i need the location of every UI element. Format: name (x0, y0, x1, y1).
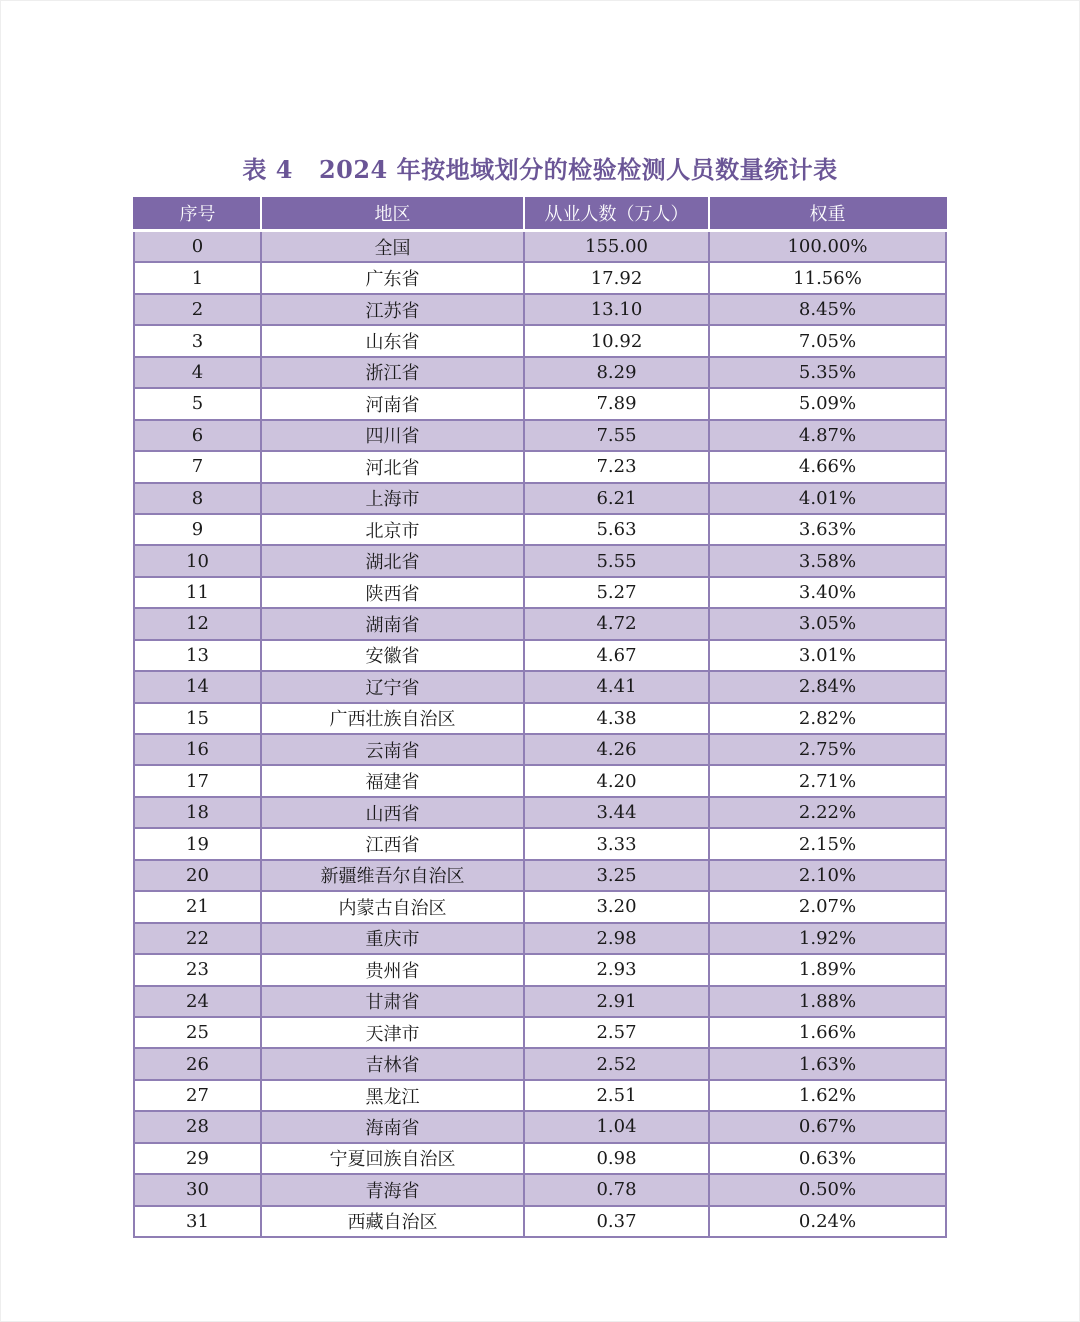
cell-employees: 3.44 (524, 797, 709, 828)
cell-employees: 4.67 (524, 640, 709, 671)
table-row (134, 923, 946, 954)
cell-region: 安徽省 (261, 640, 524, 671)
cell-weight: 2.84% (709, 671, 946, 702)
cell-employees: 2.93 (524, 954, 709, 985)
cell-weight: 7.05% (709, 325, 946, 356)
cell-region: 浙江省 (261, 357, 524, 388)
cell-employees: 2.52 (524, 1048, 709, 1079)
table-row (134, 483, 946, 514)
cell-weight: 3.40% (709, 577, 946, 608)
table-row (134, 514, 946, 545)
cell-region: 湖南省 (261, 608, 524, 639)
cell-index: 4 (134, 357, 261, 388)
cell-employees: 1.04 (524, 1111, 709, 1142)
cell-employees: 5.55 (524, 545, 709, 576)
cell-employees: 3.33 (524, 828, 709, 859)
table-row (134, 640, 946, 671)
cell-employees: 0.78 (524, 1174, 709, 1205)
cell-region: 宁夏回族自治区 (261, 1143, 524, 1174)
cell-index: 16 (134, 734, 261, 765)
cell-employees: 2.51 (524, 1080, 709, 1111)
cell-weight: 1.62% (709, 1080, 946, 1111)
table-row (134, 294, 946, 325)
cell-weight: 0.24% (709, 1206, 946, 1237)
cell-region: 北京市 (261, 514, 524, 545)
cell-index: 7 (134, 451, 261, 482)
cell-region: 福建省 (261, 765, 524, 796)
table-row (134, 765, 946, 796)
cell-region: 河北省 (261, 451, 524, 482)
cell-weight: 1.63% (709, 1048, 946, 1079)
cell-index: 28 (134, 1111, 261, 1142)
table-body (134, 231, 946, 1238)
cell-index: 17 (134, 765, 261, 796)
cell-index: 1 (134, 262, 261, 293)
header-employees: 从业人数（万人） (524, 197, 709, 231)
cell-weight: 3.63% (709, 514, 946, 545)
cell-index: 12 (134, 608, 261, 639)
cell-weight: 2.82% (709, 703, 946, 734)
table-row (134, 1017, 946, 1048)
table-row (134, 1048, 946, 1079)
table-row (134, 451, 946, 482)
table-row (134, 671, 946, 702)
cell-index: 11 (134, 577, 261, 608)
cell-weight: 3.01% (709, 640, 946, 671)
table-row (134, 577, 946, 608)
cell-employees: 0.98 (524, 1143, 709, 1174)
cell-employees: 2.57 (524, 1017, 709, 1048)
cell-index: 14 (134, 671, 261, 702)
cell-index: 8 (134, 483, 261, 514)
cell-employees: 8.29 (524, 357, 709, 388)
cell-employees: 3.25 (524, 860, 709, 891)
cell-employees: 13.10 (524, 294, 709, 325)
table-row (134, 1080, 946, 1111)
cell-weight: 11.56% (709, 262, 946, 293)
table-row (134, 828, 946, 859)
table-row (134, 608, 946, 639)
cell-region: 河南省 (261, 388, 524, 419)
cell-index: 10 (134, 545, 261, 576)
personnel-statistics-table (133, 197, 947, 1238)
cell-employees: 7.89 (524, 388, 709, 419)
cell-region: 贵州省 (261, 954, 524, 985)
cell-employees: 2.98 (524, 923, 709, 954)
cell-weight: 2.22% (709, 797, 946, 828)
cell-employees: 4.26 (524, 734, 709, 765)
cell-weight: 4.66% (709, 451, 946, 482)
table-number: 表 4 (242, 155, 293, 184)
cell-weight: 1.89% (709, 954, 946, 985)
cell-weight: 2.15% (709, 828, 946, 859)
cell-index: 22 (134, 923, 261, 954)
cell-index: 24 (134, 986, 261, 1017)
cell-region: 内蒙古自治区 (261, 891, 524, 922)
cell-employees: 4.41 (524, 671, 709, 702)
cell-region: 江苏省 (261, 294, 524, 325)
table-row (134, 954, 946, 985)
cell-region: 天津市 (261, 1017, 524, 1048)
cell-weight: 4.01% (709, 483, 946, 514)
cell-region: 江西省 (261, 828, 524, 859)
cell-index: 20 (134, 860, 261, 891)
table-row (134, 734, 946, 765)
cell-weight: 0.63% (709, 1143, 946, 1174)
cell-region: 黑龙江 (261, 1080, 524, 1111)
cell-employees: 2.91 (524, 986, 709, 1017)
table-row (134, 703, 946, 734)
cell-region: 山西省 (261, 797, 524, 828)
cell-region: 广西壮族自治区 (261, 703, 524, 734)
cell-employees: 7.23 (524, 451, 709, 482)
table-row (134, 1111, 946, 1142)
table-row (134, 1174, 946, 1205)
table-row (134, 545, 946, 576)
cell-region: 广东省 (261, 262, 524, 293)
cell-index: 9 (134, 514, 261, 545)
cell-weight: 1.88% (709, 986, 946, 1017)
table-row (134, 1206, 946, 1237)
cell-region: 湖北省 (261, 545, 524, 576)
table-row (134, 262, 946, 293)
cell-employees: 17.92 (524, 262, 709, 293)
cell-weight: 3.58% (709, 545, 946, 576)
cell-index: 31 (134, 1206, 261, 1237)
cell-weight: 5.35% (709, 357, 946, 388)
table-row (134, 986, 946, 1017)
cell-index: 15 (134, 703, 261, 734)
cell-employees: 4.72 (524, 608, 709, 639)
cell-employees: 7.55 (524, 420, 709, 451)
cell-region: 新疆维吾尔自治区 (261, 860, 524, 891)
cell-weight: 5.09% (709, 388, 946, 419)
cell-index: 5 (134, 388, 261, 419)
cell-weight: 2.75% (709, 734, 946, 765)
cell-weight: 0.67% (709, 1111, 946, 1142)
cell-employees: 3.20 (524, 891, 709, 922)
table-row (134, 860, 946, 891)
cell-index: 6 (134, 420, 261, 451)
cell-weight: 3.05% (709, 608, 946, 639)
header-index: 序号 (134, 197, 261, 231)
cell-employees: 6.21 (524, 483, 709, 514)
cell-index: 18 (134, 797, 261, 828)
cell-index: 21 (134, 891, 261, 922)
cell-employees: 10.92 (524, 325, 709, 356)
cell-employees: 4.38 (524, 703, 709, 734)
table-row (134, 325, 946, 356)
cell-region: 四川省 (261, 420, 524, 451)
cell-employees: 5.63 (524, 514, 709, 545)
cell-index: 30 (134, 1174, 261, 1205)
cell-index: 3 (134, 325, 261, 356)
cell-weight: 2.07% (709, 891, 946, 922)
cell-region: 青海省 (261, 1174, 524, 1205)
cell-weight: 1.92% (709, 923, 946, 954)
cell-index: 23 (134, 954, 261, 985)
table-row (134, 420, 946, 451)
cell-weight: 0.50% (709, 1174, 946, 1205)
table-row (134, 231, 946, 263)
cell-weight: 4.87% (709, 420, 946, 451)
cell-weight: 8.45% (709, 294, 946, 325)
cell-employees: 155.00 (524, 231, 709, 263)
cell-weight: 2.71% (709, 765, 946, 796)
cell-region: 云南省 (261, 734, 524, 765)
cell-index: 0 (134, 231, 261, 263)
cell-index: 27 (134, 1080, 261, 1111)
cell-index: 19 (134, 828, 261, 859)
cell-weight: 100.00% (709, 231, 946, 263)
header-region: 地区 (261, 197, 524, 231)
cell-region: 西藏自治区 (261, 1206, 524, 1237)
cell-index: 2 (134, 294, 261, 325)
cell-employees: 4.20 (524, 765, 709, 796)
cell-region: 吉林省 (261, 1048, 524, 1079)
cell-region: 山东省 (261, 325, 524, 356)
table-row (134, 388, 946, 419)
header-weight: 权重 (709, 197, 946, 231)
cell-weight: 1.66% (709, 1017, 946, 1048)
cell-employees: 0.37 (524, 1206, 709, 1237)
table-title: 2024 年按地域划分的检验检测人员数量统计表 (318, 155, 838, 184)
table-row (134, 891, 946, 922)
cell-employees: 5.27 (524, 577, 709, 608)
cell-index: 29 (134, 1143, 261, 1174)
table-row (134, 797, 946, 828)
cell-region: 辽宁省 (261, 671, 524, 702)
cell-weight: 2.10% (709, 860, 946, 891)
table-header-row (134, 197, 946, 231)
table-caption (0, 150, 1080, 185)
table-row (134, 357, 946, 388)
cell-region: 海南省 (261, 1111, 524, 1142)
table-row (134, 1143, 946, 1174)
cell-index: 13 (134, 640, 261, 671)
cell-region: 上海市 (261, 483, 524, 514)
cell-region: 全国 (261, 231, 524, 263)
cell-region: 重庆市 (261, 923, 524, 954)
cell-region: 陕西省 (261, 577, 524, 608)
cell-index: 26 (134, 1048, 261, 1079)
cell-region: 甘肃省 (261, 986, 524, 1017)
cell-index: 25 (134, 1017, 261, 1048)
